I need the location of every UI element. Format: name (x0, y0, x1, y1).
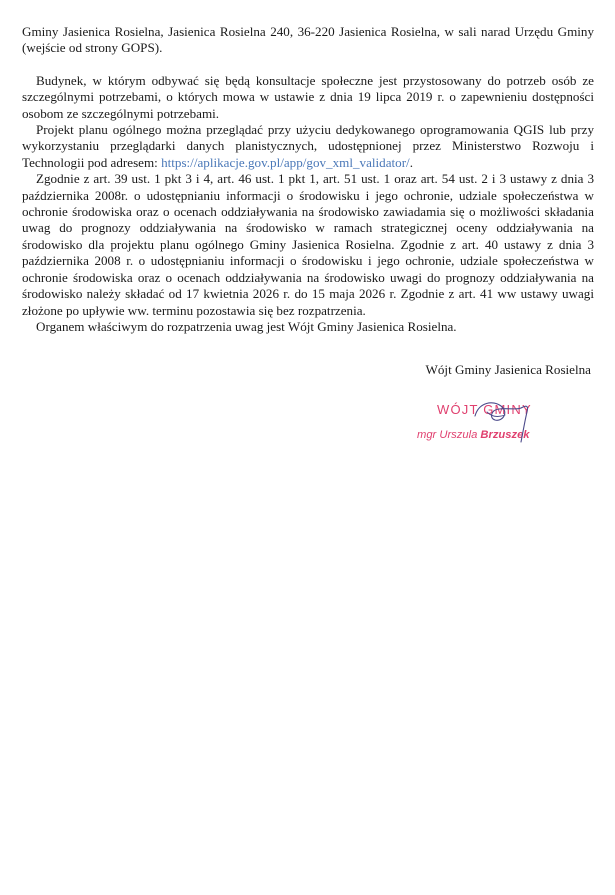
authority-paragraph: Organem właściwym do rozpatrzenia uwag jest Wójt Gminy Jasienica Rosielna. (36, 318, 457, 334)
accessibility-paragraph: Budynek, w którym odbywać się będą konsultacje społeczne jest przystosowany do potrzeb osób ze szczególnymi potrzebami, o których mowa w ustawie z dnia 19 lipca 2019 r. o zapewnieniu dostępności osobom ze szczególnymi potrzebami. (22, 72, 594, 121)
stamp-name-surname: Brzuszek (480, 429, 530, 441)
validator-link[interactable]: https://aplikacje.gov.pl/app/gov_xml_validator/ (161, 154, 410, 170)
stamp-title: WÓJT GMINY (437, 402, 532, 417)
stamp-name (417, 429, 530, 441)
typed-signature: Wójt Gminy Jasienica Rosielna (425, 362, 591, 377)
qgis-paragraph-text: Projekt planu ogólnego można przeglądać przy użyciu dedykowanego oprogramowania QGIS lub przy wykorzystaniu przeglądarki danych planistycznych, udostępnionej przez Ministerstwo Rozwoju i Technologii pod adresem: (22, 122, 594, 170)
document-body (22, 24, 594, 335)
official-stamp (405, 398, 565, 458)
legal-paragraph: Zgodnie z art. 39 ust. 1 pkt 3 i 4, art. 46 ust. 1 pkt 1, art. 51 ust. 1 oraz art. 54 ust. 2 i 3 ustawy z dnia 3 października 2008r. o udostępnianiu informacji o środowisku i jego ochronie, udziale społeczeństwa w ochronie środowiska oraz o ocenach oddziaływania na środowisko zawiadamia się o możliwości składania uwag do prognozy oddziaływania na środowisko w ramach strategicznej oceny oddziaływania na środowisko dla projektu planu ogólnego Gminy Jasienica Rosielna. Zgodnie z art. 40 ustawy z dnia 3 października 2008 r. o udostępnianiu informacji o środowisku i jego ochronie, udziale społeczeństwa w ochronie środowiska oraz o ocenach oddziaływania na środowisko uwagi do prognozy oddziaływania na środowisko należy składać od 17 kwietnia 2026 r. do 15 maja 2026 r. Zgodnie z art. 41 ww ustawy uwagi złożone po upływie ww. terminu pozostawia się bez rozpatrzenia. (22, 171, 594, 318)
qgis-paragraph (22, 122, 594, 171)
qgis-paragraph-end: . (409, 154, 413, 170)
stamp-name-prefix: mgr Urszula (417, 429, 481, 441)
intro-paragraph: Gminy Jasienica Rosielna, Jasienica Rosielna 240, 36-220 Jasienica Rosielna, w sali narad Urzędu Gminy (wejście od strony GOPS). (22, 24, 594, 56)
